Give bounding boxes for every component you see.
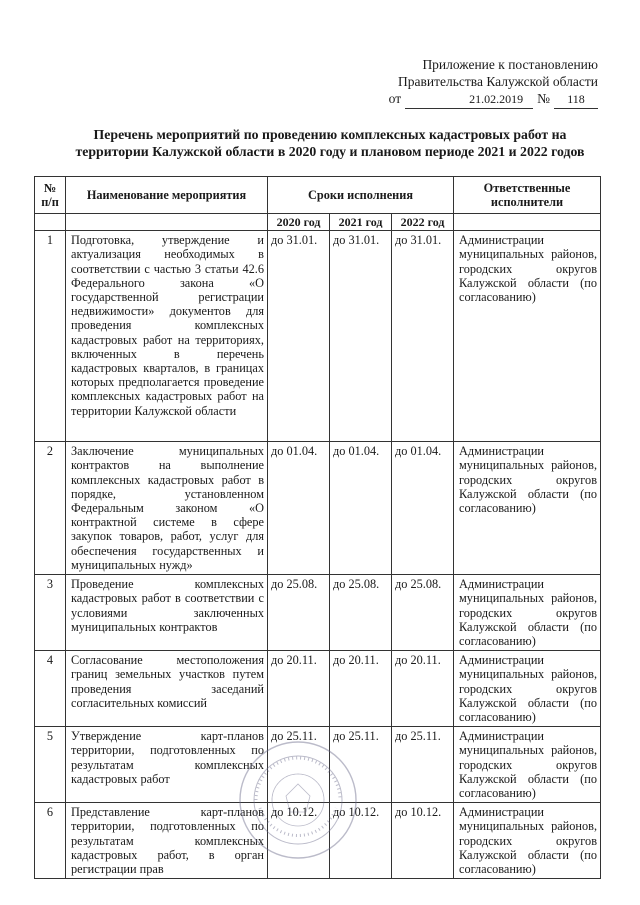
- row-2020: до 01.04.: [268, 442, 330, 575]
- row-2022: до 25.08.: [392, 575, 454, 651]
- row-executor: Администрации муниципальных районов, городских округов Калужской области (по согласованию): [454, 231, 601, 442]
- order-reference: [338, 90, 598, 109]
- row-2021: до 01.04.: [330, 442, 392, 575]
- order-date: 21.02.2019: [405, 91, 533, 109]
- row-2022: до 25.11.: [392, 727, 454, 803]
- row-executor: Администрации муниципальных районов, городских округов Калужской области (по согласованию): [454, 442, 601, 575]
- order-number: 118: [554, 91, 598, 109]
- row-num: 1: [35, 231, 66, 442]
- row-name: Согласование местоположения границ земельных участков путем проведения заседаний согласительных комиссий: [66, 651, 268, 727]
- title-line-1: Перечень мероприятий по проведению комплексных кадастровых работ на: [93, 127, 567, 142]
- row-num: 6: [35, 803, 66, 879]
- table-row: [35, 442, 601, 575]
- header-year-2020: 2020 год: [268, 214, 330, 231]
- table-row: [35, 803, 601, 879]
- header-executors: Ответственные исполнители: [454, 177, 601, 214]
- row-executor: Администрации муниципальных районов, городских округов Калужской области (по согласованию): [454, 727, 601, 803]
- row-num: 5: [35, 727, 66, 803]
- row-executor: Администрации муниципальных районов, городских округов Калужской области (по согласованию): [454, 803, 601, 879]
- header-empty-exec: [454, 214, 601, 231]
- header-deadlines: Сроки исполнения: [268, 177, 454, 214]
- document-title: [60, 126, 600, 160]
- table-row: [35, 727, 601, 803]
- row-num: 3: [35, 575, 66, 651]
- row-name: Заключение муниципальных контрактов на выполнение комплексных кадастровых работ в порядке, установленном Федеральным законом «О контрактной системе в сфере закупок товаров, работ, услуг для обеспечения государственных и муниципальных нужд»: [66, 442, 268, 575]
- document-header: [338, 56, 598, 109]
- row-2020: до 25.08.: [268, 575, 330, 651]
- header-line-1: Приложение к постановлению: [422, 57, 598, 72]
- header-line-2: Правительства Калужской области: [397, 74, 598, 89]
- from-label: от: [388, 91, 402, 106]
- header-year-2022: 2022 год: [392, 214, 454, 231]
- row-executor: Администрации муниципальных районов, городских округов Калужской области (по согласованию): [454, 651, 601, 727]
- row-2022: до 01.04.: [392, 442, 454, 575]
- row-name: Проведение комплексных кадастровых работ в соответствии с условиями заключенных муниципальных контрактов: [66, 575, 268, 651]
- row-2021: до 25.08.: [330, 575, 392, 651]
- header-empty-name: [66, 214, 268, 231]
- row-2020: до 20.11.: [268, 651, 330, 727]
- table-row: [35, 575, 601, 651]
- header-name: Наименование мероприятия: [66, 177, 268, 214]
- row-2020: до 31.01.: [268, 231, 330, 442]
- row-2020: до 25.11.: [268, 727, 330, 803]
- title-line-2: территории Калужской области в 2020 году и плановом периоде 2021 и 2022 годов: [75, 144, 585, 159]
- row-2022: до 20.11.: [392, 651, 454, 727]
- number-label: №: [537, 91, 550, 106]
- row-name: Представление карт-планов территории, подготовленных по результатам комплексных кадастровых работ, в орган регистрации прав: [66, 803, 268, 879]
- row-executor: Администрации муниципальных районов, городских округов Калужской области (по согласованию): [454, 575, 601, 651]
- header-year-2021: 2021 год: [330, 214, 392, 231]
- table-subheader-row: [35, 214, 601, 231]
- header-empty-num: [35, 214, 66, 231]
- row-num: 2: [35, 442, 66, 575]
- table-row: [35, 651, 601, 727]
- row-2021: до 25.11.: [330, 727, 392, 803]
- measures-table: [34, 176, 601, 879]
- row-name: Утверждение карт-планов территории, подготовленных по результатам комплексных кадастровых работ: [66, 727, 268, 803]
- table-header-row: [35, 177, 601, 214]
- row-num: 4: [35, 651, 66, 727]
- row-2022: до 10.12.: [392, 803, 454, 879]
- row-2021: до 31.01.: [330, 231, 392, 442]
- header-num: № п/п: [35, 177, 66, 214]
- row-2020: до 10.12.: [268, 803, 330, 879]
- row-2021: до 20.11.: [330, 651, 392, 727]
- table-row: [35, 231, 601, 442]
- row-2021: до 10.12.: [330, 803, 392, 879]
- row-name: Подготовка, утверждение и актуализация необходимых в соответствии с частью 3 статьи 42.6 Федерального закона «О государственной регистрации недвижимости» документов для проведения комплексных кадастровых работ на территориях, включенных в перечень кадастровых кварталов, в границах которых предполагается проведение комплексных кадастровых работ на территории Калужской области: [66, 231, 268, 442]
- row-2022: до 31.01.: [392, 231, 454, 442]
